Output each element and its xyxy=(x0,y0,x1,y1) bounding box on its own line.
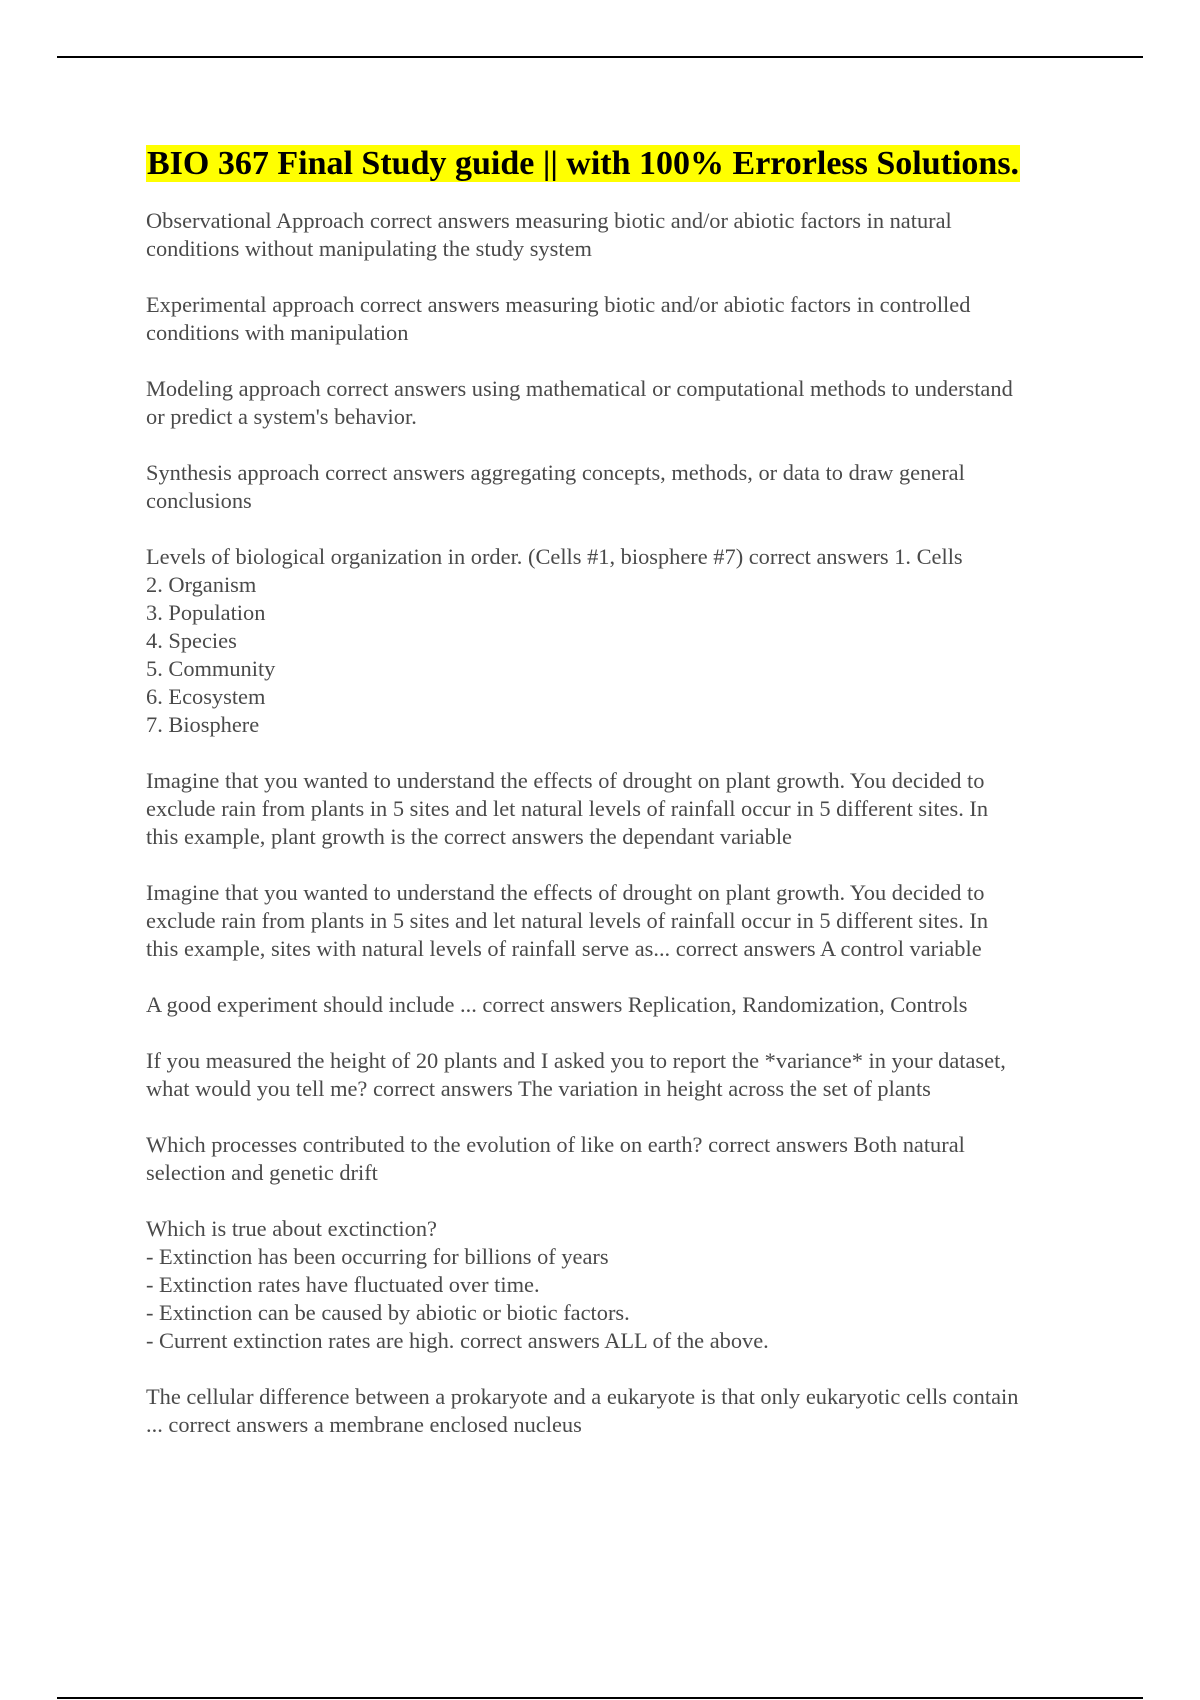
qa-entry-experimental: Experimental approach correct answers measuring biotic and/or abiotic factors in controlled conditions with manipulation xyxy=(146,292,971,345)
header-rule xyxy=(57,56,1143,58)
document-title xyxy=(146,144,1096,184)
qa-entry-extinction: Which is true about exctinction? - Extinction has been occurring for billions of years - Extinction rates have fluctuated over time. - Extinction can be caused by abiotic or biotic factors. - Current extinction rates are high. correct answers ALL of the above. xyxy=(146,1216,769,1353)
qa-entry-prokaryote-eukaryote: The cellular difference between a prokaryote and a eukaryote is that only eukaryotic cells contain ... correct answers a membrane enclosed nucleus xyxy=(146,1384,1019,1437)
qa-entry-control-variable: Imagine that you wanted to understand the effects of drought on plant growth. You decided to exclude rain from plants in 5 sites and let natural levels of rainfall occur in 5 different sites. In this example, sites with natural levels of rainfall serve as... correct answers A control variable xyxy=(146,880,989,961)
qa-entry-evolution: Which processes contributed to the evolution of like on earth? correct answers Both natural selection and genetic drift xyxy=(146,1132,965,1185)
qa-entry-observational: Observational Approach correct answers measuring biotic and/or abiotic factors in natural conditions without manipulating the study system xyxy=(146,208,952,261)
qa-entry-levels-of-organization: Levels of biological organization in order. (Cells #1, biosphere #7) correct answers 1. Cells 2. Organism 3. Population 4. Species 5. Community 6. Ecosystem 7. Biosphere xyxy=(146,544,963,737)
title-highlight: BIO 367 Final Study guide || with 100% Errorless Solutions. xyxy=(147,145,1020,182)
footer-rule xyxy=(57,1697,1143,1699)
qa-entry-modeling: Modeling approach correct answers using mathematical or computational methods to understand or predict a system's behavior. xyxy=(146,376,1013,429)
qa-entry-dependent-variable: Imagine that you wanted to understand the effects of drought on plant growth. You decided to exclude rain from plants in 5 sites and let natural levels of rainfall occur in 5 different sites. In this example, plant growth is the correct answers the dependant variable xyxy=(146,768,989,849)
qa-entry-synthesis: Synthesis approach correct answers aggregating concepts, methods, or data to draw general conclusions xyxy=(146,460,965,513)
qa-entry-variance: If you measured the height of 20 plants and I asked you to report the *variance* in your dataset, what would you tell me? correct answers The variation in height across the set of plants xyxy=(146,1048,1006,1101)
qa-entry-good-experiment: A good experiment should include ... correct answers Replication, Randomization, Controls xyxy=(146,992,968,1017)
document-body xyxy=(146,144,1096,1467)
